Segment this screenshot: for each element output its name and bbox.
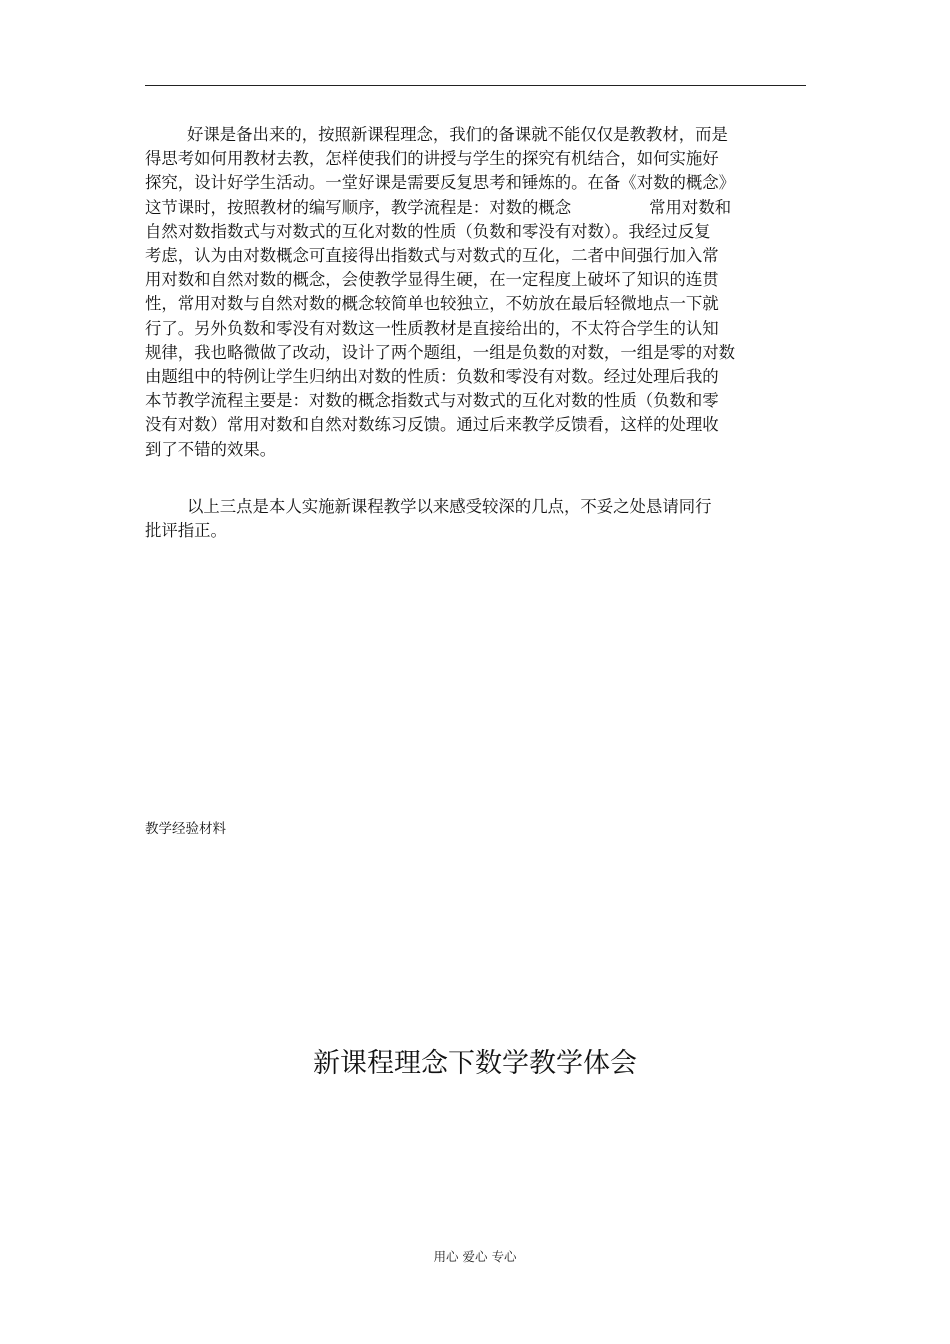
paragraph-line: 到了不错的效果。: [145, 439, 277, 459]
paragraph-line: 探究，设计好学生活动。一堂好课是需要反复思考和锤炼的。在备《对数的概念》: [145, 173, 736, 193]
header-rule: [145, 85, 806, 86]
paragraph-line: 得思考如何用教材去教，怎样使我们的讲授与学生的探究有机结合，如何实施好: [145, 149, 719, 169]
paragraph-line: 批评指正。: [145, 521, 227, 541]
footer-motto: 用心 爱心 专心: [433, 1249, 517, 1264]
document-title: 新课程理念下数学教学体会: [313, 1048, 637, 1079]
paragraph-line: 以上三点是本人实施新课程教学以来感受较深的几点，不妥之处恳请同行: [187, 497, 712, 516]
paragraph-line: 规律，我也略微做了改动，设计了两个题组，一组是负数的对数，一组是零的对数: [145, 342, 736, 362]
flow-step-concept: 这节课时，按照教材的编写顺序，教学流程是：对数的概念: [145, 197, 572, 217]
paragraph-line: 行了。另外负数和零没有对数这一性质教材是直接给出的，不太符合学生的认知: [145, 318, 719, 338]
paragraph-line: 由题组中的特例让学生归纳出对数的性质：负数和零没有对数。经过处理后我的: [145, 367, 719, 387]
paragraph-line: 性，常用对数与自然对数的概念较简单也较独立，不妨放在最后轻微地点一下就: [145, 294, 719, 314]
paragraph-line: 好课是备出来的，按照新课程理念，我们的备课就不能仅仅是教教材，而是: [187, 125, 728, 144]
paragraph-line: 本节教学流程主要是：对数的概念指数式与对数式的互化对数的性质（负数和零: [145, 391, 719, 411]
category-label: 教学经验材料: [145, 821, 226, 837]
flow-step-common-log: 常用对数和: [649, 197, 732, 217]
paragraph-line: 自然对数指数式与对数式的互化对数的性质（负数和零没有对数）。我经过反复: [145, 221, 711, 241]
paragraph-line: 用对数和自然对数的概念，会使教学显得生硬，在一定程度上破坏了知识的连贯: [145, 270, 719, 290]
paragraph-line: 没有对数）常用对数和自然对数练习反馈。通过后来教学反馈看，这样的处理收: [145, 415, 719, 435]
paragraph-line: 考虑，认为由对数概念可直接得出指数式与对数式的互化，二者中间强行加入常: [145, 246, 719, 266]
body-paragraph-1: [145, 123, 806, 462]
body-paragraph-2: [145, 495, 806, 543]
paragraph-line-with-gap: [145, 196, 806, 220]
